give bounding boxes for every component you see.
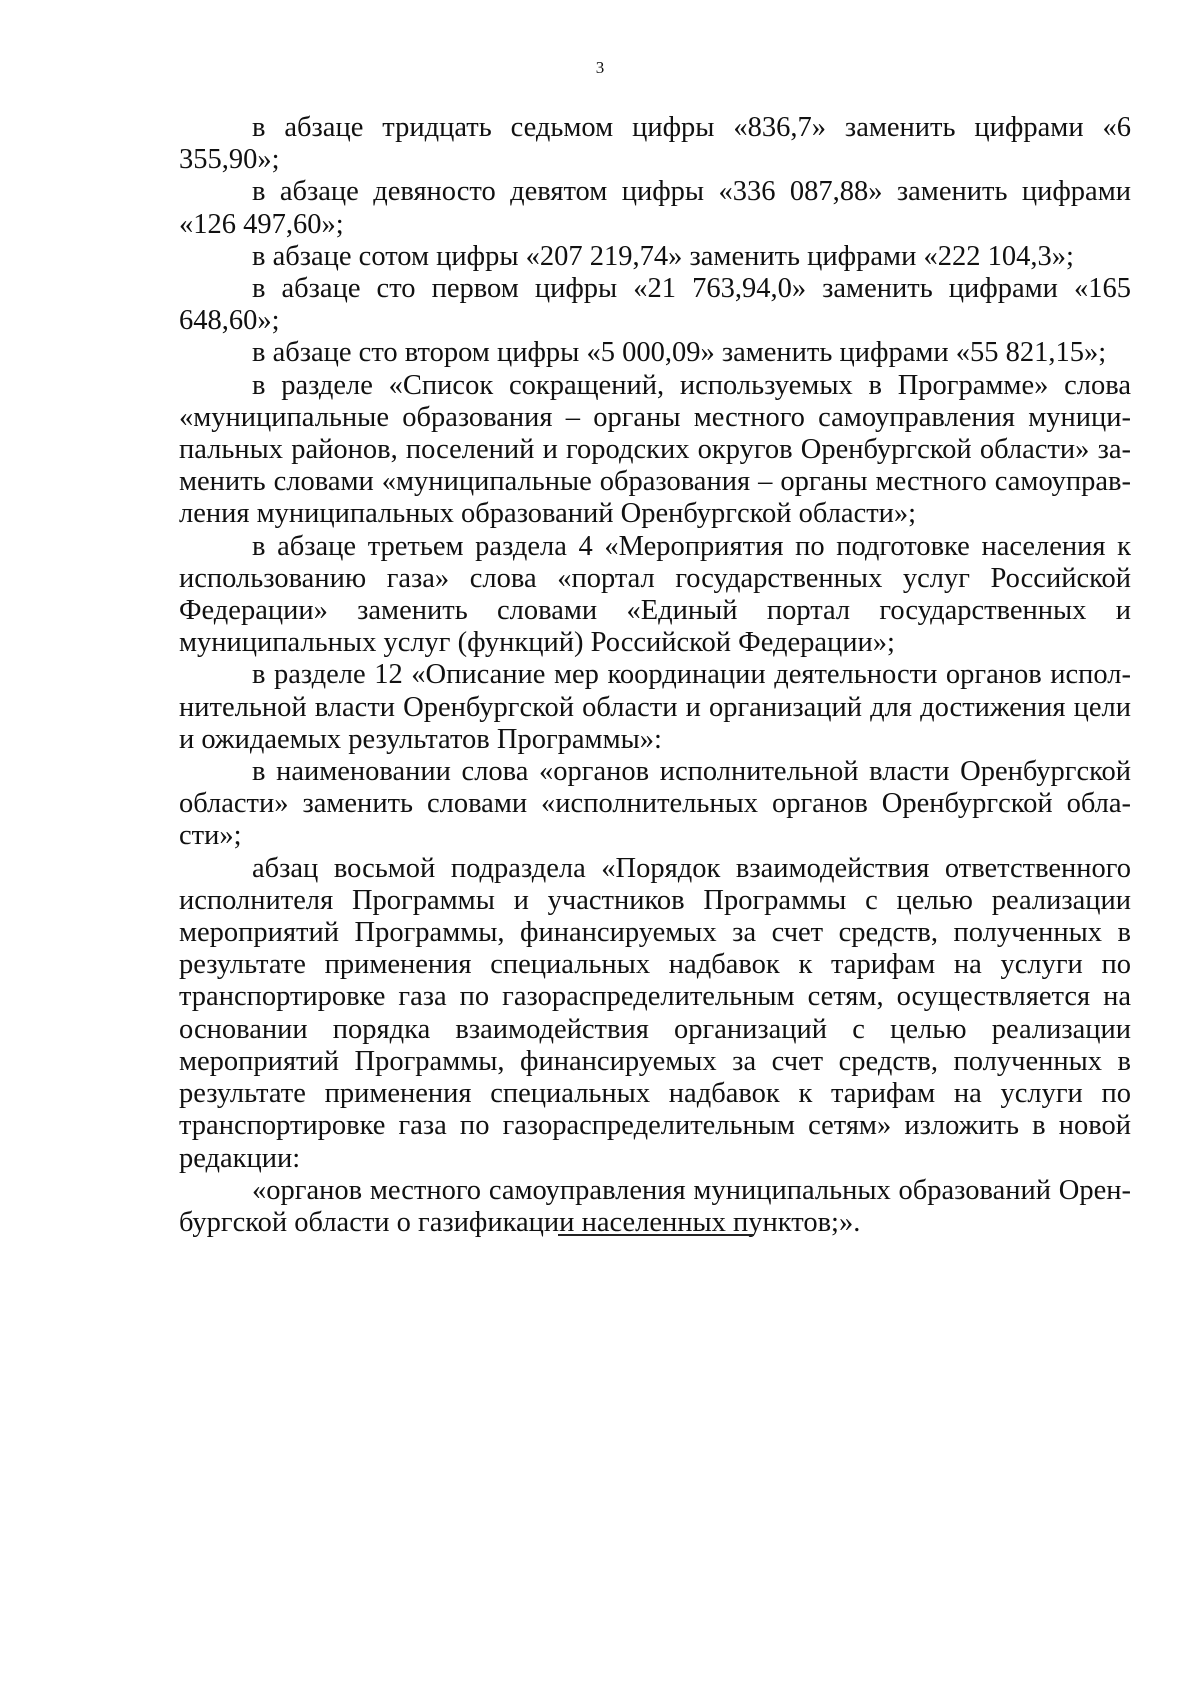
paragraph-3: в абзаце сотом цифры «207 219,74» заменить цифрами «222 104,3»; [252,240,1074,272]
paragraph-10: абзац восьмой подраздела «Порядок взаимодействия ответственного исполнителя Программы и участников Программы с целью реализации мероприятий Программы, финансируемых за счет средств, полученных в результате применения специальных надбавок к тарифам на услуги по транспортировке газа по газораспределительным сетям, осуществляется на основании порядка взаимодействия организаций с целью реализации мероприятий Программы, финансируемых за счет средств, полученных в результате применения специальных надбавок к тарифам на услуги по транспортировке газа по газораспределительным сетям» изложить в новой редакции: [179,852,1131,1174]
paragraph-9: в наименовании слова «органов исполнительной власти Оренбургской области» заменить словами «исполнительных органов Оренбургской области»; [179,756,1131,852]
paragraph-8: в разделе 12 «Описание мер координации деятельности органов исполнительной власти Оренбургской области и организаций для достижения цели и ожидаемых результатов Программы»: [179,659,1131,755]
paragraph-5: в абзаце сто втором цифры «5 000,09» заменить цифрами «55 821,15»; [252,337,1107,369]
paragraph-11: «органов местного самоуправления муниципальных образований Оренбургской области о газификации населенных пунктов;». [179,1174,1131,1238]
document-body [179,112,1131,1239]
page-number: 3 [595,58,605,77]
paragraph-7: в абзаце третьем раздела 4 «Мероприятия по подготовке населения к использованию газа» слова «портал государственных услуг Российской Федерации» заменить словами «Единый портал государственных и муниципальных услуг (функций) Российской Федерации»; [179,530,1131,659]
paragraph-1: в абзаце тридцать седьмом цифры «836,7» заменить цифрами «6 355,90»; [179,112,1131,176]
end-divider-line [558,1234,754,1236]
paragraph-6: в разделе «Список сокращений, используемых в Программе» слова «муниципальные образования – органы местного самоуправления муниципальных районов, поселений и городских округов Оренбургской области» заменить словами «муниципальные образования – органы местного самоуправления муниципальных образований Оренбургской области»; [179,369,1131,530]
paragraph-4: в абзаце сто первом цифры «21 763,94,0» заменить цифрами «165 648,60»; [179,273,1131,337]
paragraph-2: в абзаце девяносто девятом цифры «336 087,88» заменить цифрами «126 497,60»; [179,176,1131,240]
